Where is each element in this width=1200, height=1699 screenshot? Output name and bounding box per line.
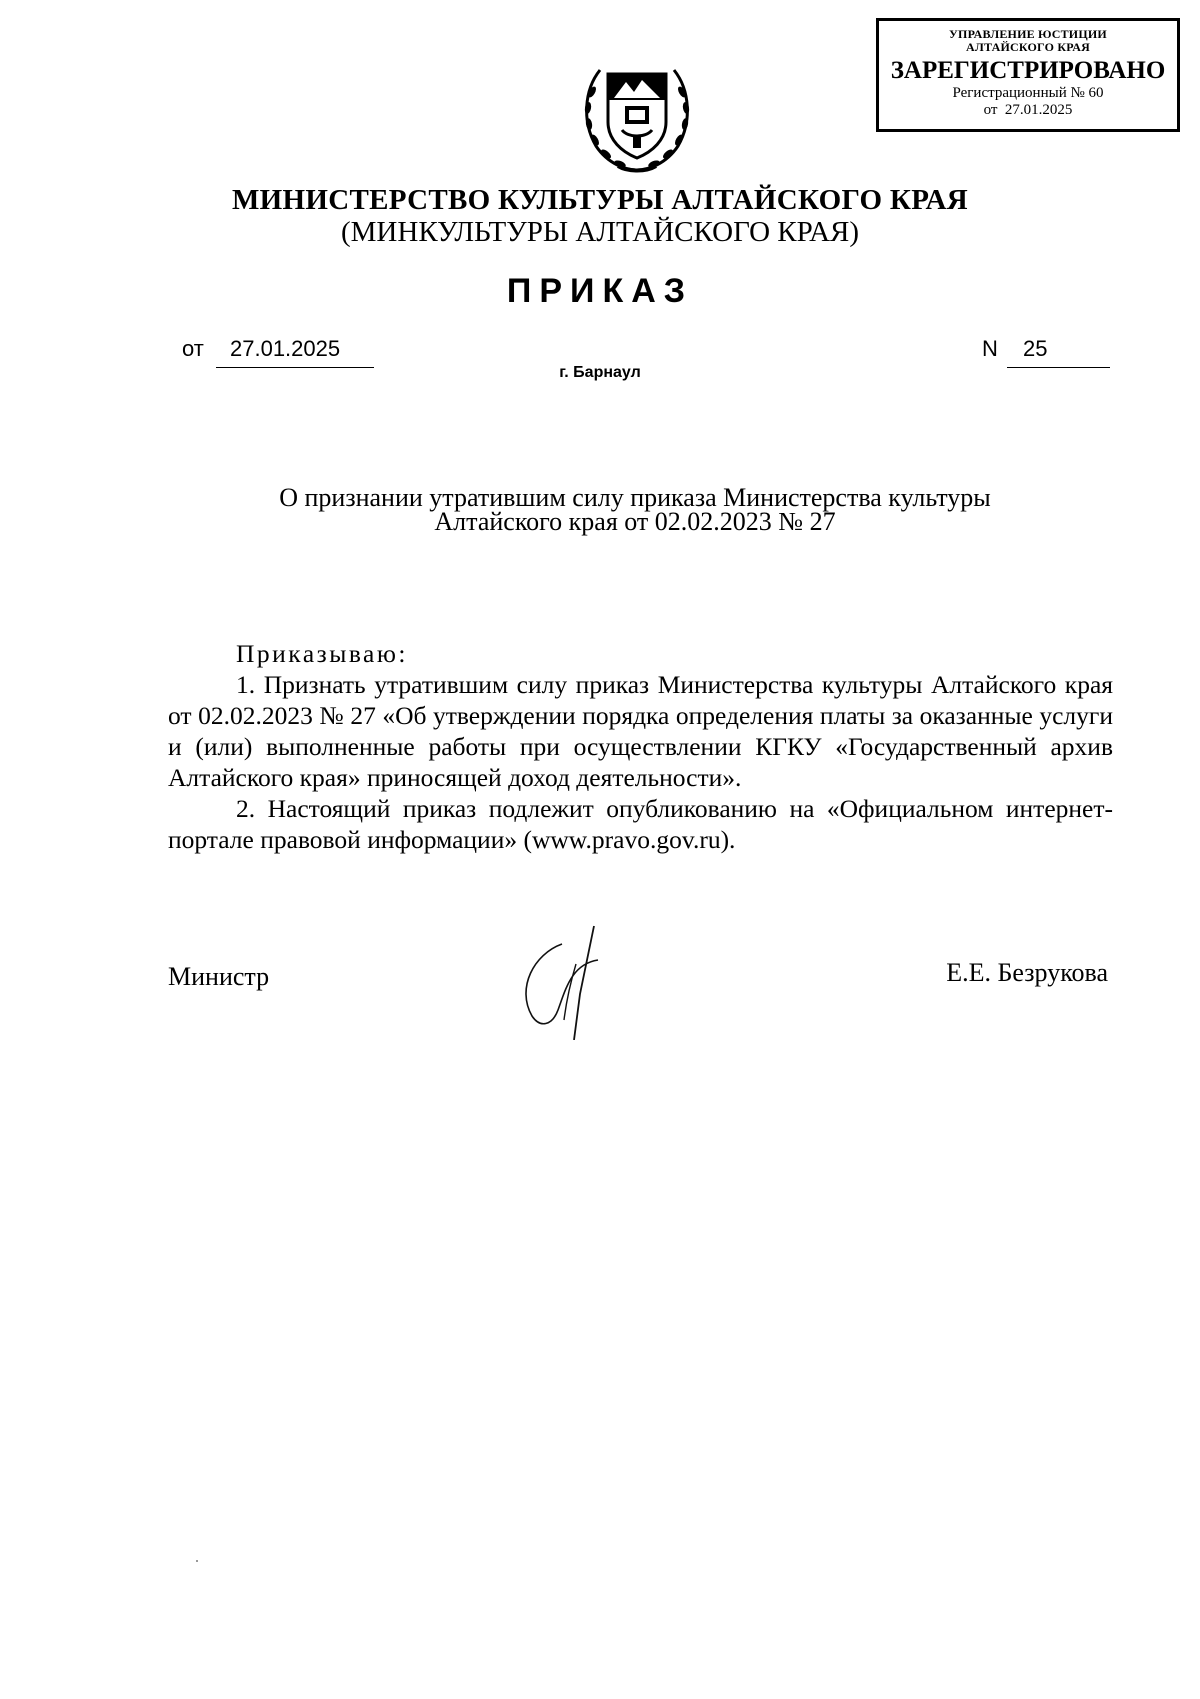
subject-line-1: О признании утратившим силу приказа Министерства культуры [279,483,991,512]
stamp-reg-date: от 27.01.2025 [983,102,1073,118]
city: г. Барнаул [559,364,641,381]
stamp-org-line2: АЛТАЙСКОГО КРАЯ [966,40,1090,54]
document-number: 25 [1007,336,1110,368]
handwritten-signature [514,924,614,1040]
date-label: от [182,336,204,361]
body-item-1: 1. Признать утратившим силу приказ Министерства культуры Алтайского края от 02.02.2023 № 27 «Об утверждении порядка определения платы за оказанные услуги и (или) выполненные работы при осуществлении КГКУ «Государственный архив Алтайского края» приносящей доход деятельности». [168,670,1113,792]
signatory-name: Е.Е. Безрукова [946,958,1108,987]
subject-line-2: Алтайского края от 02.02.2023 № 27 [434,507,836,536]
document-body [168,638,1113,855]
registration-stamp [876,18,1180,132]
stamp-reg-number: Регистрационный № 60 [952,85,1104,101]
signatory-title: Министр [168,962,270,991]
body-item-2: 2. Настоящий приказ подлежит опубликованию на «Официальном интернет-портале правовой информации» (www.pravo.gov.ru). [168,794,1113,854]
coat-of-arms-icon [578,52,696,174]
ministry-short-name: (МИНКУЛЬТУРЫ АЛТАЙСКОГО КРАЯ) [340,216,860,248]
number-label: N [982,336,998,361]
document-date: 27.01.2025 [216,336,374,368]
scan-speck [196,1560,198,1562]
order-word: Приказываю: [236,639,408,668]
document-type: ПРИКАЗ [506,272,694,310]
stamp-status: ЗАРЕГИСТРИРОВАНО [890,57,1166,84]
ministry-name: МИНИСТЕРСТВО КУЛЬТУРЫ АЛТАЙСКОГО КРАЯ [231,184,969,216]
stamp-org-line1: УПРАВЛЕНИЕ ЮСТИЦИИ [949,27,1107,41]
document-subject [200,483,1070,536]
